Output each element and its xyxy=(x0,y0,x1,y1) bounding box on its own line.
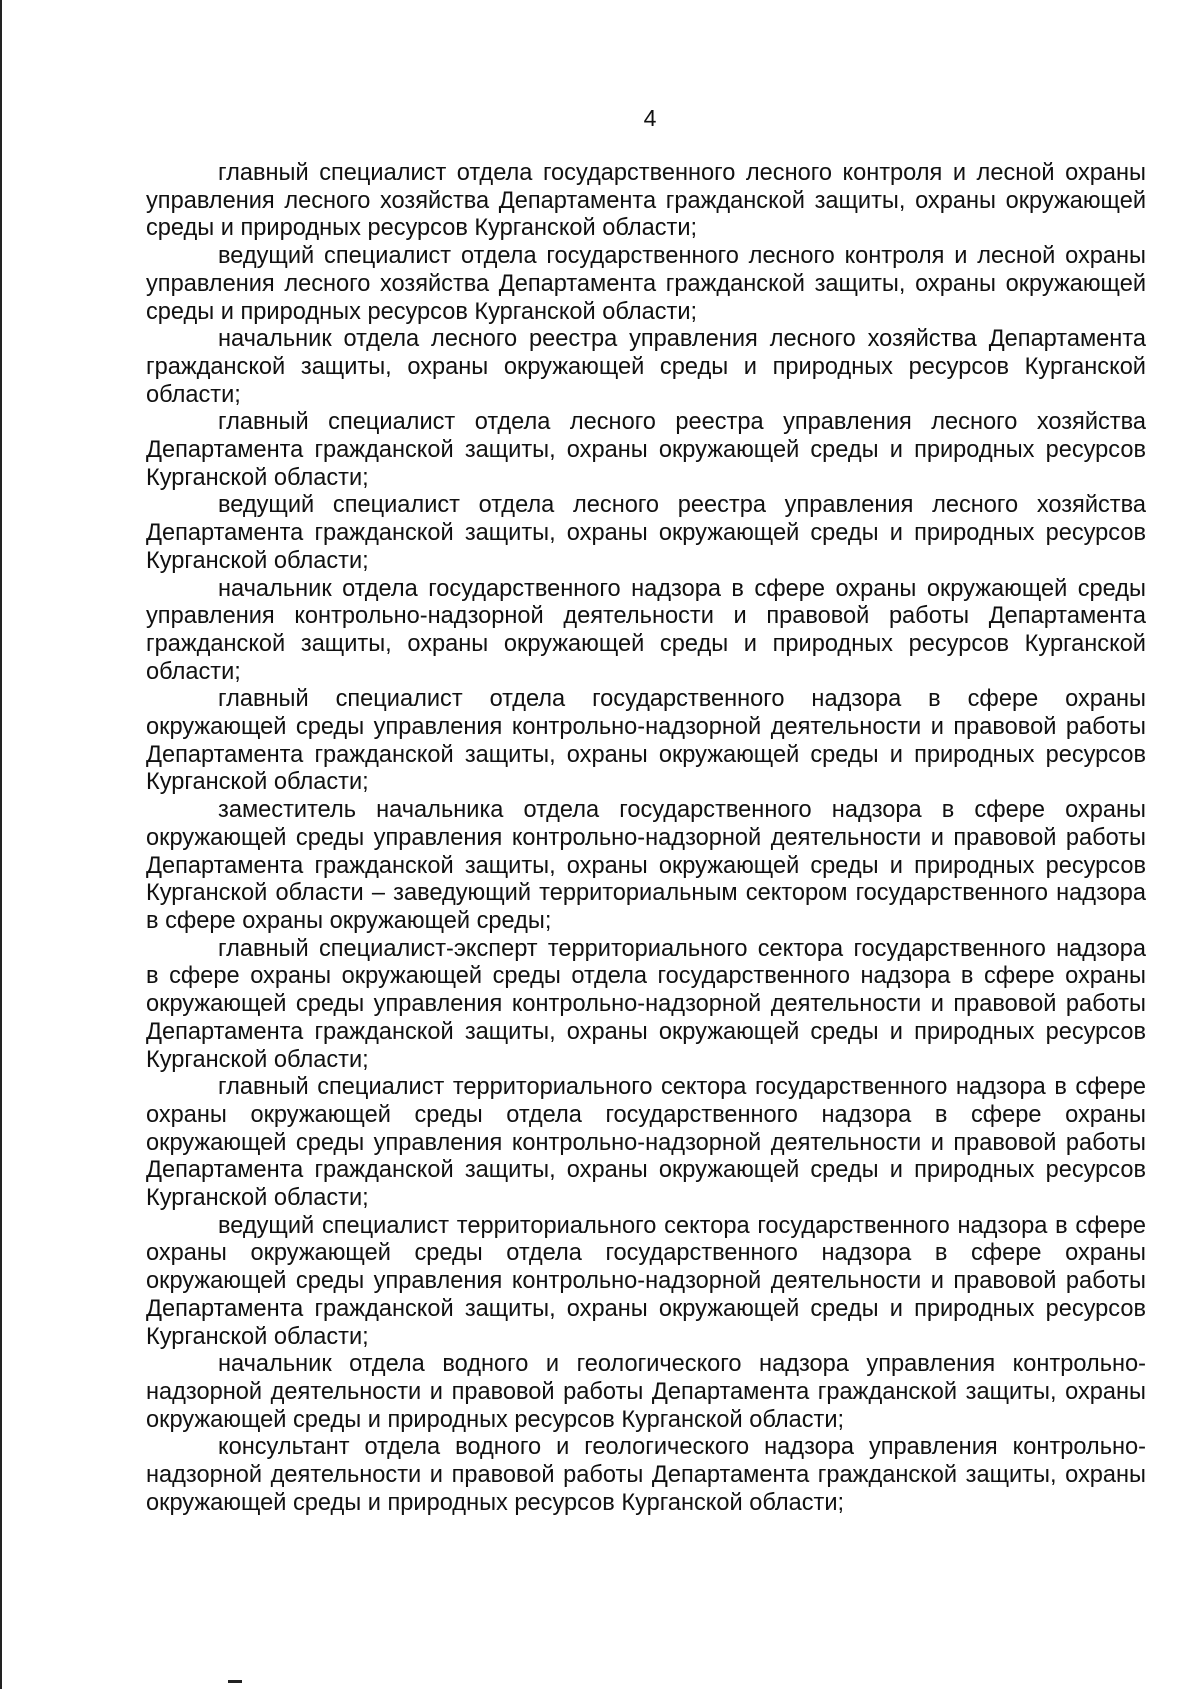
position-clause: ведущий специалист территориального сектора государственного надзора в сфере охраны окружающей среды отдела государственного надзора в сфере охраны окружающей среды управления контрольно-надзорной деятельности и правовой работы Департамента гражданской защиты, охраны окружающей среды и природных ресурсов Курганской области; xyxy=(146,1212,1146,1350)
position-clause: заместитель начальника отдела государственного надзора в сфере охраны окружающей среды управления контрольно-надзорной деятельности и правовой работы Департамента гражданской защиты, охраны окружающей среды и природных ресурсов Курганской области – заведующий территориальным сектором государственного надзора в сфере охраны окружающей среды; xyxy=(146,797,1146,934)
position-clause: начальник отдела государственного надзора в сфере охраны окружающей среды управления контрольно-надзорной деятельности и правовой работы Департамента гражданской защиты, охраны окружающей среды и природных ресурсов Курганской области; xyxy=(146,575,1146,685)
scan-mark xyxy=(228,1680,242,1683)
position-clause: ведущий специалист отдела лесного реестра управления лесного хозяйства Департамента гражданской защиты, охраны окружающей среды и природных ресурсов Курганской области; xyxy=(146,492,1146,574)
position-clause: начальник отдела водного и геологического надзора управления контрольно-надзорной деятельности и правовой работы Департамента гражданской защиты, охраны окружающей среды и природных ресурсов Курганской области; xyxy=(146,1351,1146,1433)
position-clause: главный специалист отдела лесного реестра управления лесного хозяйства Департамента гражданской защиты, охраны окружающей среды и природных ресурсов Курганской области; xyxy=(146,409,1146,491)
position-clause: главный специалист-эксперт территориального сектора государственного надзора в сфере охраны окружающей среды отдела государственного надзора в сфере охраны окружающей среды управления контрольно-надзорной деятельности и правовой работы Департамента гражданской защиты, охраны окружающей среды и природных ресурсов Курганской области; xyxy=(146,935,1146,1073)
scan-page-edge xyxy=(0,0,2,1689)
position-clause: ведущий специалист отдела государственного лесного контроля и лесной охраны управления лесного хозяйства Департамента гражданской защиты, охраны окружающей среды и природных ресурсов Курганской области; xyxy=(146,243,1146,325)
position-clause: главный специалист отдела государственного надзора в сфере охраны окружающей среды управления контрольно-надзорной деятельности и правовой работы Департамента гражданской защиты, охраны окружающей среды и природных ресурсов Курганской области; xyxy=(146,686,1146,796)
position-clause: начальник отдела лесного реестра управления лесного хозяйства Департамента гражданской защиты, охраны окружающей среды и природных ресурсов Курганской области; xyxy=(146,326,1146,408)
document-body xyxy=(146,160,1146,1517)
page-number: 4 xyxy=(643,105,657,131)
position-clause: главный специалист территориального сектора государственного надзора в сфере охраны окружающей среды отдела государственного надзора в сфере охраны окружающей среды управления контрольно-надзорной деятельности и правовой работы Департамента гражданской защиты, охраны окружающей среды и природных ресурсов Курганской области; xyxy=(146,1074,1146,1212)
position-clause: консультант отдела водного и геологического надзора управления контрольно-надзорной деятельности и правовой работы Департамента гражданской защиты, охраны окружающей среды и природных ресурсов Курганской области; xyxy=(146,1434,1146,1516)
position-clause: главный специалист отдела государственного лесного контроля и лесной охраны управления лесного хозяйства Департамента гражданской защиты, охраны окружающей среды и природных ресурсов Курганской области; xyxy=(146,160,1146,242)
